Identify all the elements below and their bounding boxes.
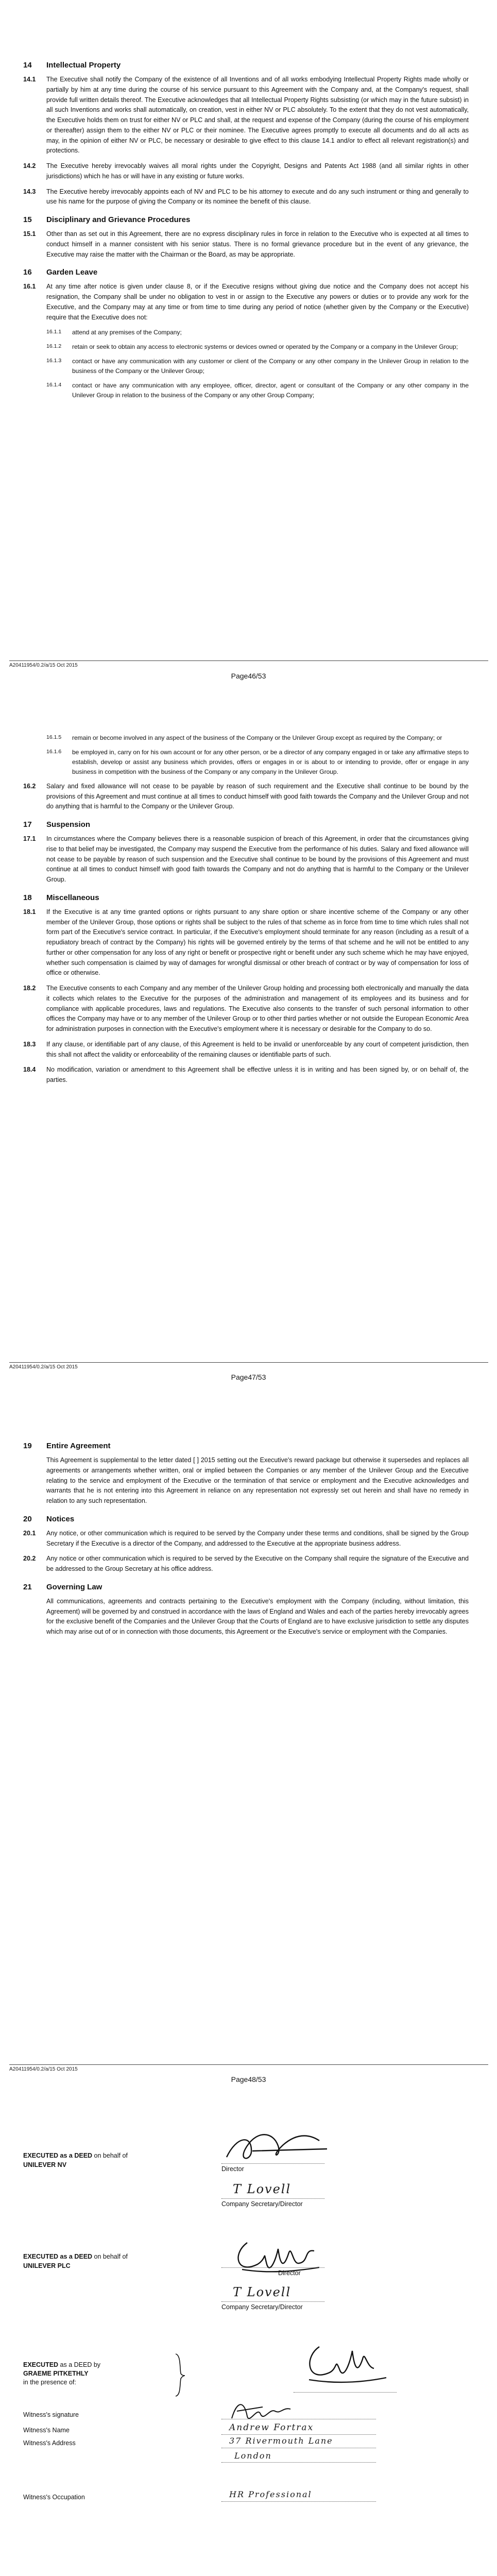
section-title: Garden Leave xyxy=(46,268,98,277)
section-number: 16 xyxy=(23,268,32,277)
clause-number: 18.2 xyxy=(23,985,36,992)
section-number: 14 xyxy=(23,61,32,70)
exec-signature xyxy=(299,2336,391,2388)
clause-number: 17.1 xyxy=(23,835,36,843)
section-paragraph xyxy=(23,1597,469,1637)
clause-text: In circumstances where the Company believes there is a reasonable suspicion of breach of this Agreement, in order that the circumstances giving rise to that belief may be investigated, the Company may suspend the Executive from the performance of his duties. Salary and fixed allowance will not cease to be payable by reason of such suspension and the Executive shall continue to be bound by the provisions of this Agreement and must continue at all times to conduct himself with good faith towards the Company and not do anything that is harmful to the Company or the Unilever Group. xyxy=(46,835,469,884)
nv-company-name: UNILEVER NV xyxy=(23,2161,67,2168)
clause-text: The Executive shall notify the Company of the existence of all Inventions and of all works embodying Intellectual Property Rights made wholly or partially by him at any time during the course of his service pursuant to this Agreement with the Company and, at the Company's request, shall provide full written details thereof. The Executive acknowledges that all Intellectual Property Rights subsisting (or which may in the future subsist) in all such Inventions and works shall automatically, on creation, vest in either NV or PLC absolutely. To the extent that they do not vest automatically, the Executive holds them on trust for either NV or PLC and shall, at the request and expense of the Company (during the course of his employment or thereafter) assign them to the either NV or PLC or their nominee. The Executive agrees promptly to execute all documents and do all acts as may, in the opinion of either NV or PLC, be necessary or desirable to give effect to this clause 14.1 and/or to effect all relevant registration(s) and protections. xyxy=(46,76,469,155)
paragraph-indent xyxy=(23,1455,46,1506)
paragraph-text: This Agreement is supplemental to the letter dated [ ] 2015 setting out the Executive's reward package but otherwise it supersedes and replaces all agreements or arrangements whether written, oral or implied between the Companies or any member of the Unilever Group and the Executive relating to the service and employment of the Executive or the termination of that service or employment and the Executive acknowledges and warrants that he is not entering into this Agreement in reliance on any representation not expressly set out herein and shall have no remedy in relation to any such representation. xyxy=(46,1456,469,1504)
page-46-content xyxy=(23,61,469,405)
witness-address-line1: 37 Rivermouth Lane xyxy=(229,2436,333,2446)
witness-name-value: Andrew Fortrax xyxy=(229,2422,314,2433)
page-46 xyxy=(0,0,497,703)
clause xyxy=(23,229,469,260)
clause xyxy=(23,75,469,156)
subclause xyxy=(46,381,469,400)
footer-rule xyxy=(9,2064,488,2065)
subclause xyxy=(46,357,469,376)
clause-number: 16.1 xyxy=(23,283,36,291)
clause-number: 14.2 xyxy=(23,162,36,170)
nv-secretary-label: Company Secretary/Director xyxy=(221,2200,303,2208)
subclause xyxy=(46,328,469,337)
page-48-content xyxy=(23,1442,469,1642)
section-title: Disciplinary and Grievance Procedures xyxy=(46,215,191,224)
nv-director-line xyxy=(221,2163,324,2164)
witness-name-line xyxy=(221,2434,376,2435)
clause xyxy=(23,1065,469,1086)
page-47 xyxy=(0,703,497,1406)
clause xyxy=(23,834,469,885)
clause-text: Any notice, or other communication which is required to be served by the Company under these terms and conditions, shall be signed by the Group Secretary if the Executive is a director of the Company, and addressed to the Executive at the appropriate business address. xyxy=(46,1529,469,1547)
footer-reference: A20411954/0.2/a/15 Oct 2015 xyxy=(9,663,78,668)
page-47-content xyxy=(23,733,469,1091)
exec-bracket xyxy=(173,2352,188,2398)
nv-secretary-line xyxy=(221,2198,324,2199)
clause-number: 14.1 xyxy=(23,76,36,83)
clause xyxy=(23,161,469,182)
footer-rule xyxy=(9,660,488,661)
witness-signature-label: Witness's signature xyxy=(23,2411,79,2418)
subclause-text: retain or seek to obtain any access to electronic systems or devices owned or operated by the Company or a company in the Unilever Group; xyxy=(72,343,458,351)
witness-occupation-line xyxy=(221,2501,376,2502)
subclause-text: be employed in, carry on for his own account or for any other person, or be a director of any company engaged in or take any affirmative steps to establish, develop or assist any business which provides, offers or engages in or is about to or intending to provide, offer or engage in any business in competition with the business of the Company or any company in the Unilever Group. xyxy=(72,748,469,775)
plc-executed-rest: on behalf of xyxy=(92,2253,128,2260)
clause xyxy=(23,907,469,978)
subclause-number: 16.1.4 xyxy=(46,382,62,388)
plc-secretary-line xyxy=(221,2301,324,2302)
nv-director-label: Director xyxy=(221,2165,244,2173)
clause xyxy=(23,1529,469,1549)
subclause-text: attend at any premises of the Company; xyxy=(72,329,182,336)
footer-rule xyxy=(9,1362,488,1363)
exec-executed-line xyxy=(23,2361,100,2368)
clause-text: Salary and fixed allowance will not cease to be payable by reason of such requirement and the Executive shall continue to be bound by the provisions of this Agreement and must continue at all times to conduct himself with good faith towards the Company and the Unilever Group and not do anything that is harmful to the Company or the Unilever Group. xyxy=(46,782,469,810)
nv-executed-lead: EXECUTED as a DEED xyxy=(23,2152,93,2159)
witness-name-label: Witness's Name xyxy=(23,2427,70,2434)
clause-number: 15.1 xyxy=(23,230,36,238)
clause xyxy=(23,1040,469,1060)
clause-text: The Executive consents to each Company and any member of the Unilever Group holding and processing both electronically and manually the data it collects which relates to the Executive for the purposes of the administration and management of its employees and its business and for compliance with applicable procedures, laws and regulations. The Executive also consents to the transfer of such personal information to other offices the Company may have or to any member of the Unilever Group or to other third parties whether or not outside the European Economic Area for administration purposes in connection with the Executive's employment where it is necessary or desirable for the Company to do so. xyxy=(46,985,469,1033)
witness-occupation-value: HR Professional xyxy=(229,2489,312,2499)
clause-text: The Executive hereby irrevocably waives all moral rights under the Copyright, Designs and Patents Act 1988 (and all similar rights in other jurisdictions) which he has or will have in any existing or future works. xyxy=(46,162,469,180)
section-number: 15 xyxy=(23,215,32,224)
subclause-text: contact or have any communication with any customer or client of the Company or any other company in the Unilever Group in relation to the business of the Company or the Unilever Group; xyxy=(72,358,469,375)
clause-text: At any time after notice is given under clause 8, or if the Executive resigns without giving due notice and the Company does not accept his resignation, the Company shall be under no obligation to vest in or assign to the Executive any powers or duties or to provide any work for the Executive, and the Company may at any time or from time to time during any period of notice (whether given by the Company or the Executive) require that the Executive does not: xyxy=(46,283,469,321)
section-title: Miscellaneous xyxy=(46,893,99,902)
section-heading xyxy=(23,1515,469,1523)
exec-executed-lead: EXECUTED xyxy=(23,2361,59,2368)
plc-secretary-signature: T Lovell xyxy=(233,2285,292,2299)
clause-number: 18.4 xyxy=(23,1066,36,1074)
section-number: 20 xyxy=(23,1514,32,1523)
nv-secretary-signature: T Lovell xyxy=(233,2182,292,2196)
subclause xyxy=(46,733,469,743)
paragraph-indent xyxy=(23,1597,46,1637)
clause xyxy=(23,1554,469,1574)
witness-address-label: Witness's Address xyxy=(23,2439,76,2447)
footer-reference: A20411954/0.2/a/15 Oct 2015 xyxy=(9,1364,78,1370)
section-title: Intellectual Property xyxy=(46,61,121,70)
page-49 xyxy=(0,2110,497,2576)
subclause xyxy=(46,748,469,777)
plc-company-name: UNILEVER PLC xyxy=(23,2262,71,2269)
page-48 xyxy=(0,1406,497,2110)
section-paragraph xyxy=(23,1455,469,1506)
exec-signature-line xyxy=(294,2392,397,2393)
section-heading xyxy=(23,215,469,224)
clause-text: Any notice or other communication which is required to be served by the Executive on the Company shall require the signature of the Executive and be addressed to the Group Secretary at his office address. xyxy=(46,1555,469,1572)
section-heading xyxy=(23,268,469,277)
plc-executed-line xyxy=(23,2253,128,2260)
nv-director-signature xyxy=(221,2125,335,2166)
section-heading xyxy=(23,1442,469,1450)
section-title: Entire Agreement xyxy=(46,1442,111,1450)
clause-number: 20.1 xyxy=(23,1529,36,1537)
witness-occupation-label: Witness's Occupation xyxy=(23,2494,85,2501)
section-title: Suspension xyxy=(46,820,91,829)
section-number: 18 xyxy=(23,893,32,902)
clause xyxy=(23,984,469,1035)
clause-number: 18.1 xyxy=(23,908,36,916)
section-number: 21 xyxy=(23,1582,32,1591)
clause xyxy=(23,282,469,323)
clause-text: If any clause, or identifiable part of any clause, of this Agreement is held to be invalid or unenforceable by any court of competent jurisdiction, then this shall not affect the validity or enforceability of the remaining clauses or identifiable parts of such. xyxy=(46,1040,469,1058)
plc-director-label: Director xyxy=(278,2269,301,2277)
plc-director-line xyxy=(221,2267,324,2268)
witness-address-line2: London xyxy=(234,2451,272,2461)
subclause-number: 16.1.6 xyxy=(46,748,62,755)
witness-address-line-b xyxy=(221,2462,376,2463)
exec-executed-rest: as a DEED by xyxy=(58,2361,101,2368)
clause-text: The Executive hereby irrevocably appoints each of NV and PLC to be his attorney to execute and do any such instrument or thing and generally to use his name for the purpose of giving the Company or its nominee the benefit of this clause. xyxy=(46,188,469,206)
clause-text: If the Executive is at any time granted options or rights pursuant to any share option or share incentive scheme of the Company or any other member of the Unilever Group, those options or rights shall be subject to the rules of that scheme as in force from time to time which rules shall not form part of the Executive's service contract. In particular, if the Executive's employment should terminate for any reason (including as a result of a repudiatory breach of contract by the Company) his rights will be governed entirely by the terms of that scheme and he will not be entitled to any further or other compensation for any loss of any right or benefit or prospective right or benefit under any such scheme which he may have enjoyed, whether such compensation is claimed by way of damages for wrongful dismissal or other breach of contract or by way of compensation for loss of office or otherwise. xyxy=(46,908,469,977)
page-number: Page48/53 xyxy=(231,2075,266,2083)
exec-presence: in the presence of: xyxy=(23,2379,76,2386)
footer-reference: A20411954/0.2/a/15 Oct 2015 xyxy=(9,2066,78,2072)
subclause-number: 16.1.2 xyxy=(46,343,62,350)
exec-name: GRAEME PITKETHLY xyxy=(23,2370,89,2377)
clause xyxy=(23,187,469,208)
clause-text: Other than as set out in this Agreement, there are no express disciplinary rules in force in relation to the Executive who is expected at all times to conduct himself in a manner consistent with his senior status. There is no formal grievance procedure but in the event of any grievance, the Executive may raise the matter with the Chairman or the Board, as may be appropriate. xyxy=(46,230,469,258)
section-number: 17 xyxy=(23,820,32,829)
clause-number: 20.2 xyxy=(23,1555,36,1563)
section-heading xyxy=(23,820,469,829)
clause xyxy=(23,782,469,812)
plc-executed-lead: EXECUTED as a DEED xyxy=(23,2253,93,2260)
nv-executed-line xyxy=(23,2152,128,2159)
witness-signature xyxy=(227,2396,314,2427)
page-number: Page47/53 xyxy=(231,1373,266,1381)
paragraph-text: All communications, agreements and contracts pertaining to the Executive's employment with the Company (including, without limitation, this Agreement) will be governed by and construed in accordance with the laws of England and Wales and each of the parties hereby irrevocably agrees for the exclusive benefit of the Companies and the Unilever Group that the Courts of England are to have exclusive jurisdiction to settle any disputes which may arise out of or in connection with those documents, this Agreement or the Executive's service or employment with the Companies. xyxy=(46,1597,469,1635)
section-number: 19 xyxy=(23,1442,32,1450)
subclause-number: 16.1.5 xyxy=(46,734,62,740)
subclause-number: 16.1.1 xyxy=(46,329,62,335)
page-number: Page46/53 xyxy=(231,672,266,680)
clause-number: 16.2 xyxy=(23,782,36,790)
section-title: Governing Law xyxy=(46,1582,102,1591)
clause-number: 18.3 xyxy=(23,1040,36,1048)
subclause xyxy=(46,342,469,352)
section-heading xyxy=(23,1583,469,1591)
subclause-number: 16.1.3 xyxy=(46,358,62,364)
nv-executed-rest: on behalf of xyxy=(92,2152,128,2159)
section-heading xyxy=(23,893,469,902)
subclause-text: remain or become involved in any aspect of the business of the Company or the Unilever Group except as required by the Company; or xyxy=(72,734,442,741)
plc-secretary-label: Company Secretary/Director xyxy=(221,2303,303,2311)
section-heading xyxy=(23,61,469,70)
clause-text: No modification, variation or amendment to this Agreement shall be effective unless it is in writing and has been signed by, or on behalf of, the parties. xyxy=(46,1066,469,1084)
clause-number: 14.3 xyxy=(23,188,36,195)
section-title: Notices xyxy=(46,1514,75,1523)
subclause-text: contact or have any communication with any employee, officer, director, agent or consultant of the Company or any other company in the Unilever Group in relation to the business of the Company or any other Group Company; xyxy=(72,382,469,399)
